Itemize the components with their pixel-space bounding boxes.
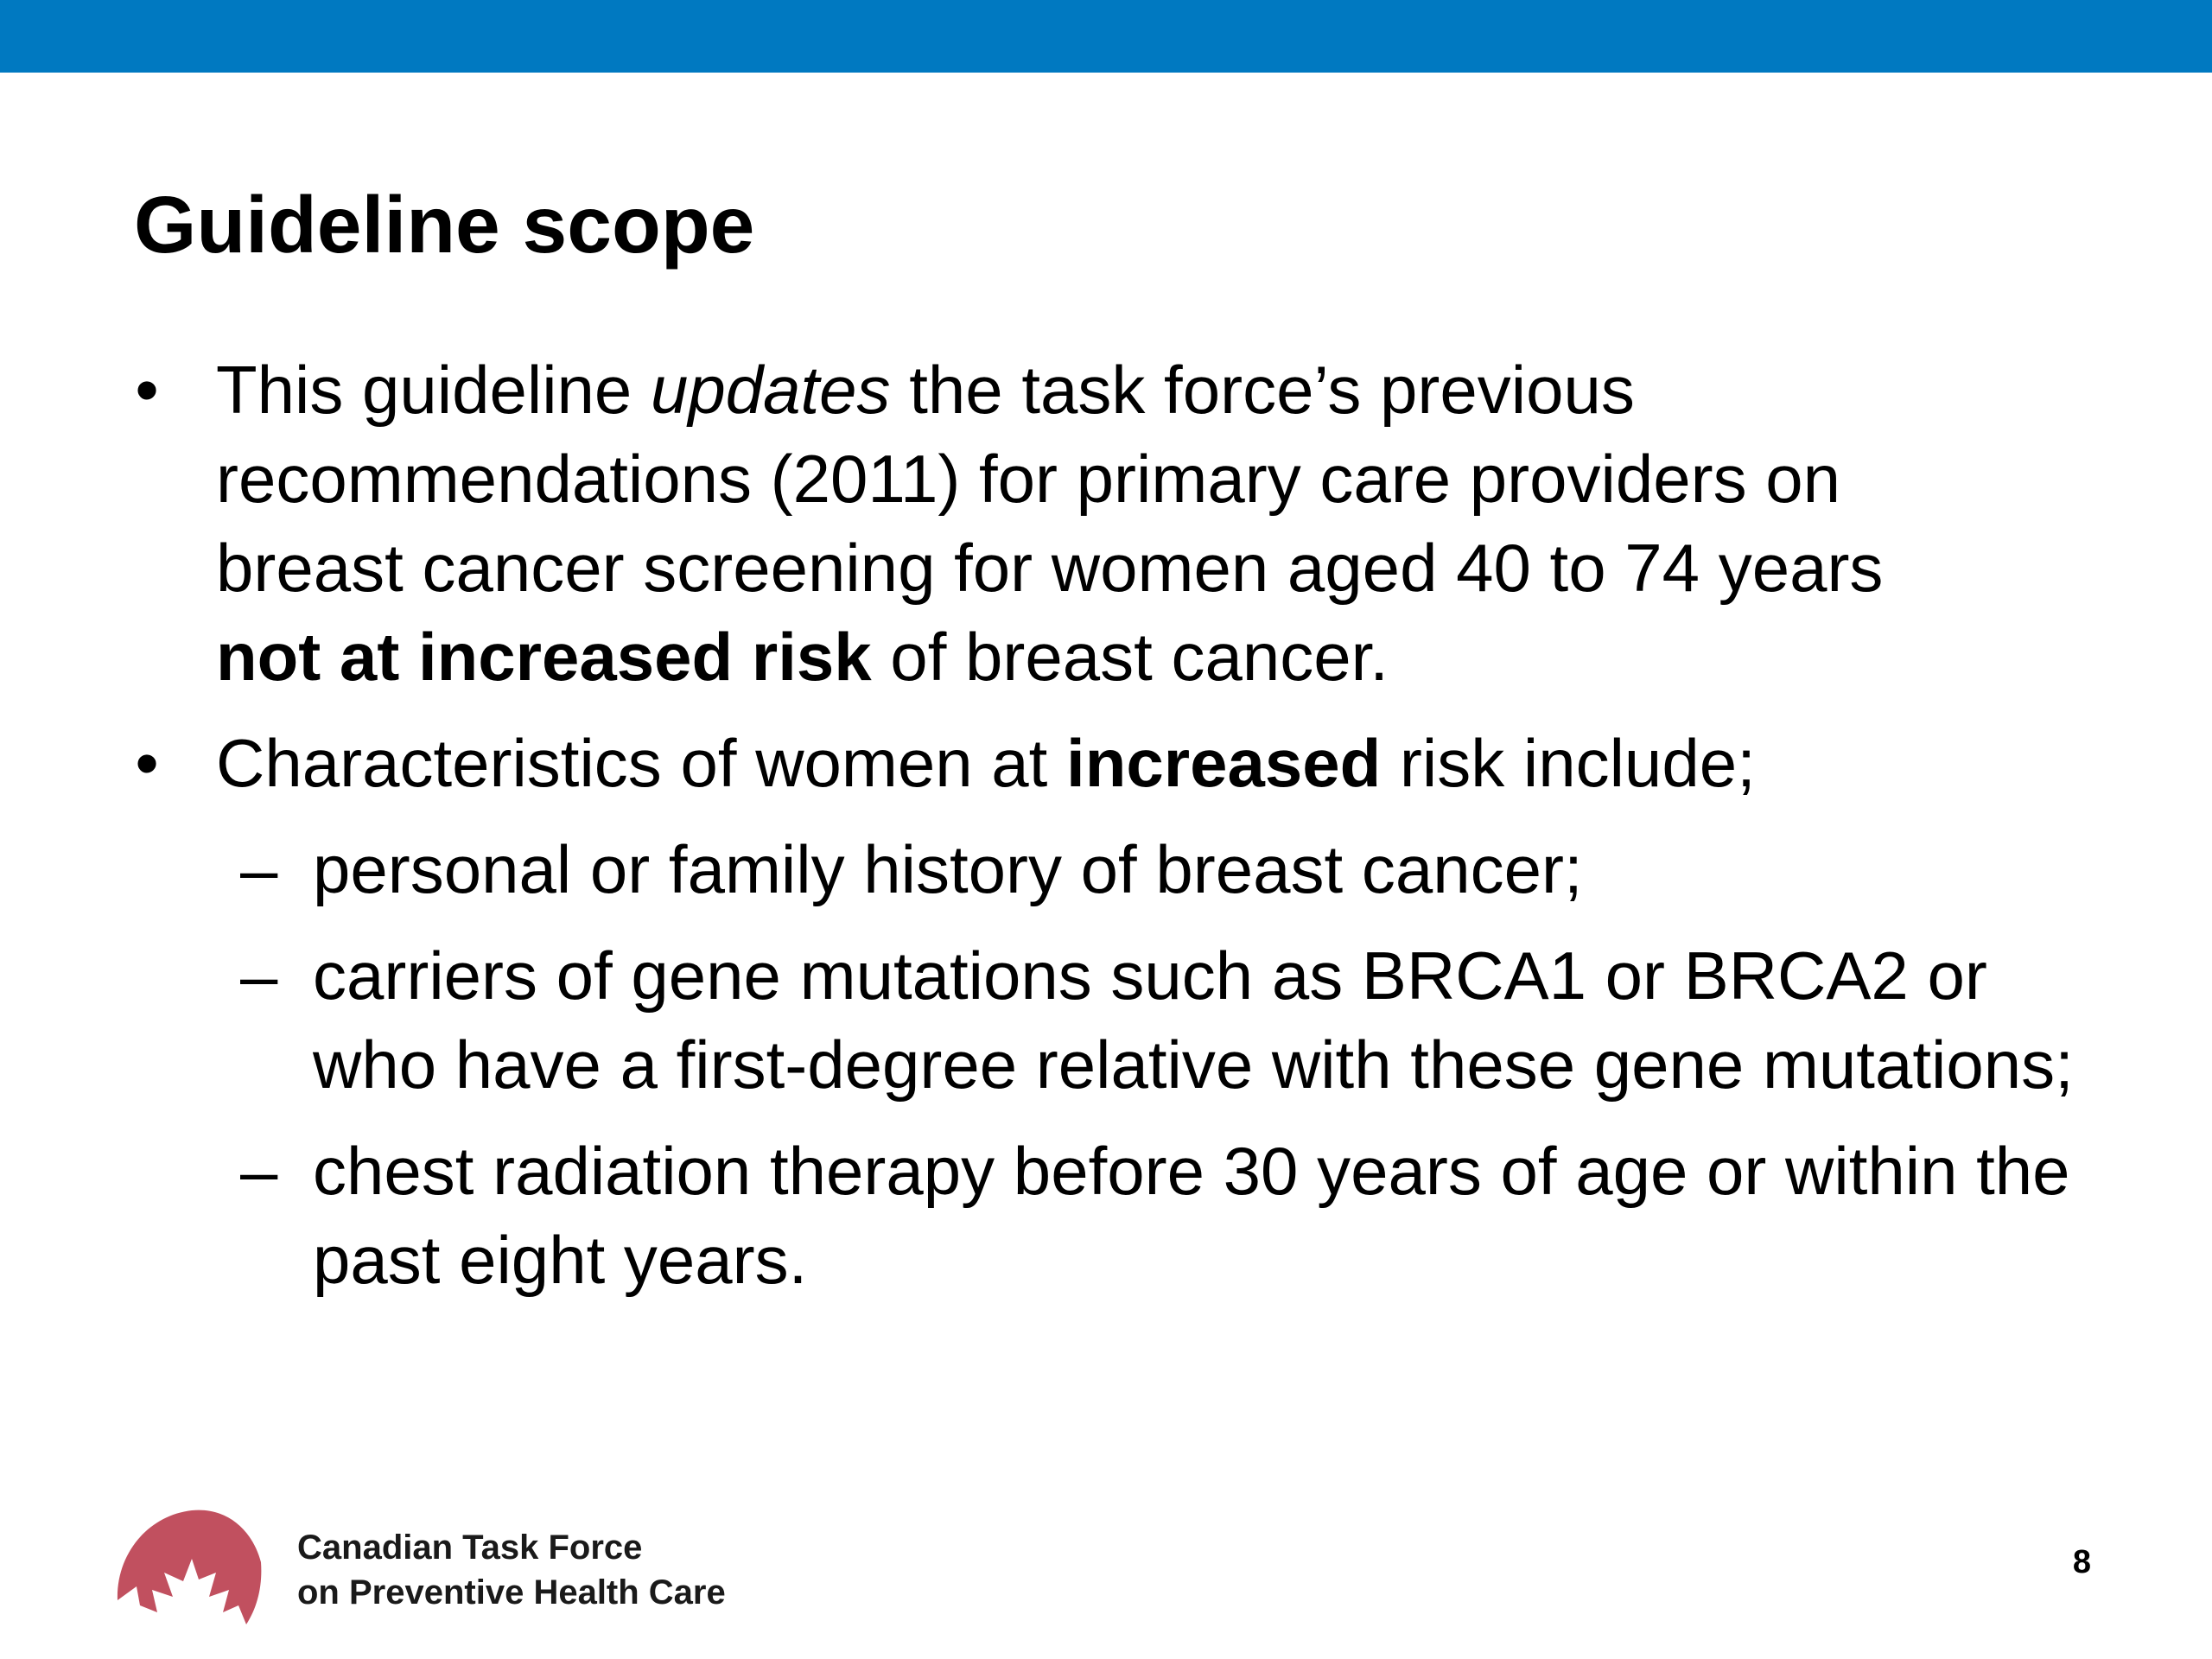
sub-bullet-text: carriers of gene mutations such as BRCA1 or BRCA2 or who have a first-degree relative with these gene mutations;	[313, 938, 2074, 1103]
sub-bullet-text: personal or family history of breast cancer;	[313, 831, 1583, 907]
organization-name	[297, 1525, 726, 1615]
bullet-text: Characteristics of women at increased risk include;	[216, 725, 1756, 801]
organization-name-line-2: on Preventive Health Care	[297, 1573, 726, 1611]
slide-content	[0, 346, 2212, 1305]
top-banner-bar	[0, 0, 2212, 73]
maple-leaf-arc-icon	[112, 1503, 264, 1624]
page-number: 8	[2072, 1544, 2091, 1580]
sub-bullet-text: chest radiation therapy before 30 years of age or within the past eight years.	[313, 1133, 2070, 1298]
bullet-marker: •	[135, 725, 159, 801]
sub-bullet-item	[0, 931, 2074, 1109]
dash-marker: –	[240, 831, 278, 907]
bullet-marker: •	[135, 352, 159, 428]
organization-name-line-1: Canadian Task Force	[297, 1529, 643, 1567]
dash-marker: –	[240, 938, 278, 1014]
bullet-text: This guideline updates the task force’s previous recommendations (2011) for primary care providers on breast cancer screening for women aged 40 to 74 years not at increased risk of breast cancer.	[216, 352, 1884, 695]
emphasis-text: updates	[650, 352, 891, 428]
strong-text: not at increased risk	[216, 619, 872, 695]
bullet-item	[0, 346, 1901, 702]
sub-bullet-item	[0, 1127, 2074, 1305]
strong-text: increased	[1066, 725, 1382, 801]
sub-bullet-list	[0, 825, 2212, 1305]
slide-title: Guideline scope	[134, 180, 755, 270]
dash-marker: –	[240, 1133, 278, 1209]
bullet-item	[0, 719, 1901, 808]
sub-bullet-item	[0, 825, 2074, 914]
